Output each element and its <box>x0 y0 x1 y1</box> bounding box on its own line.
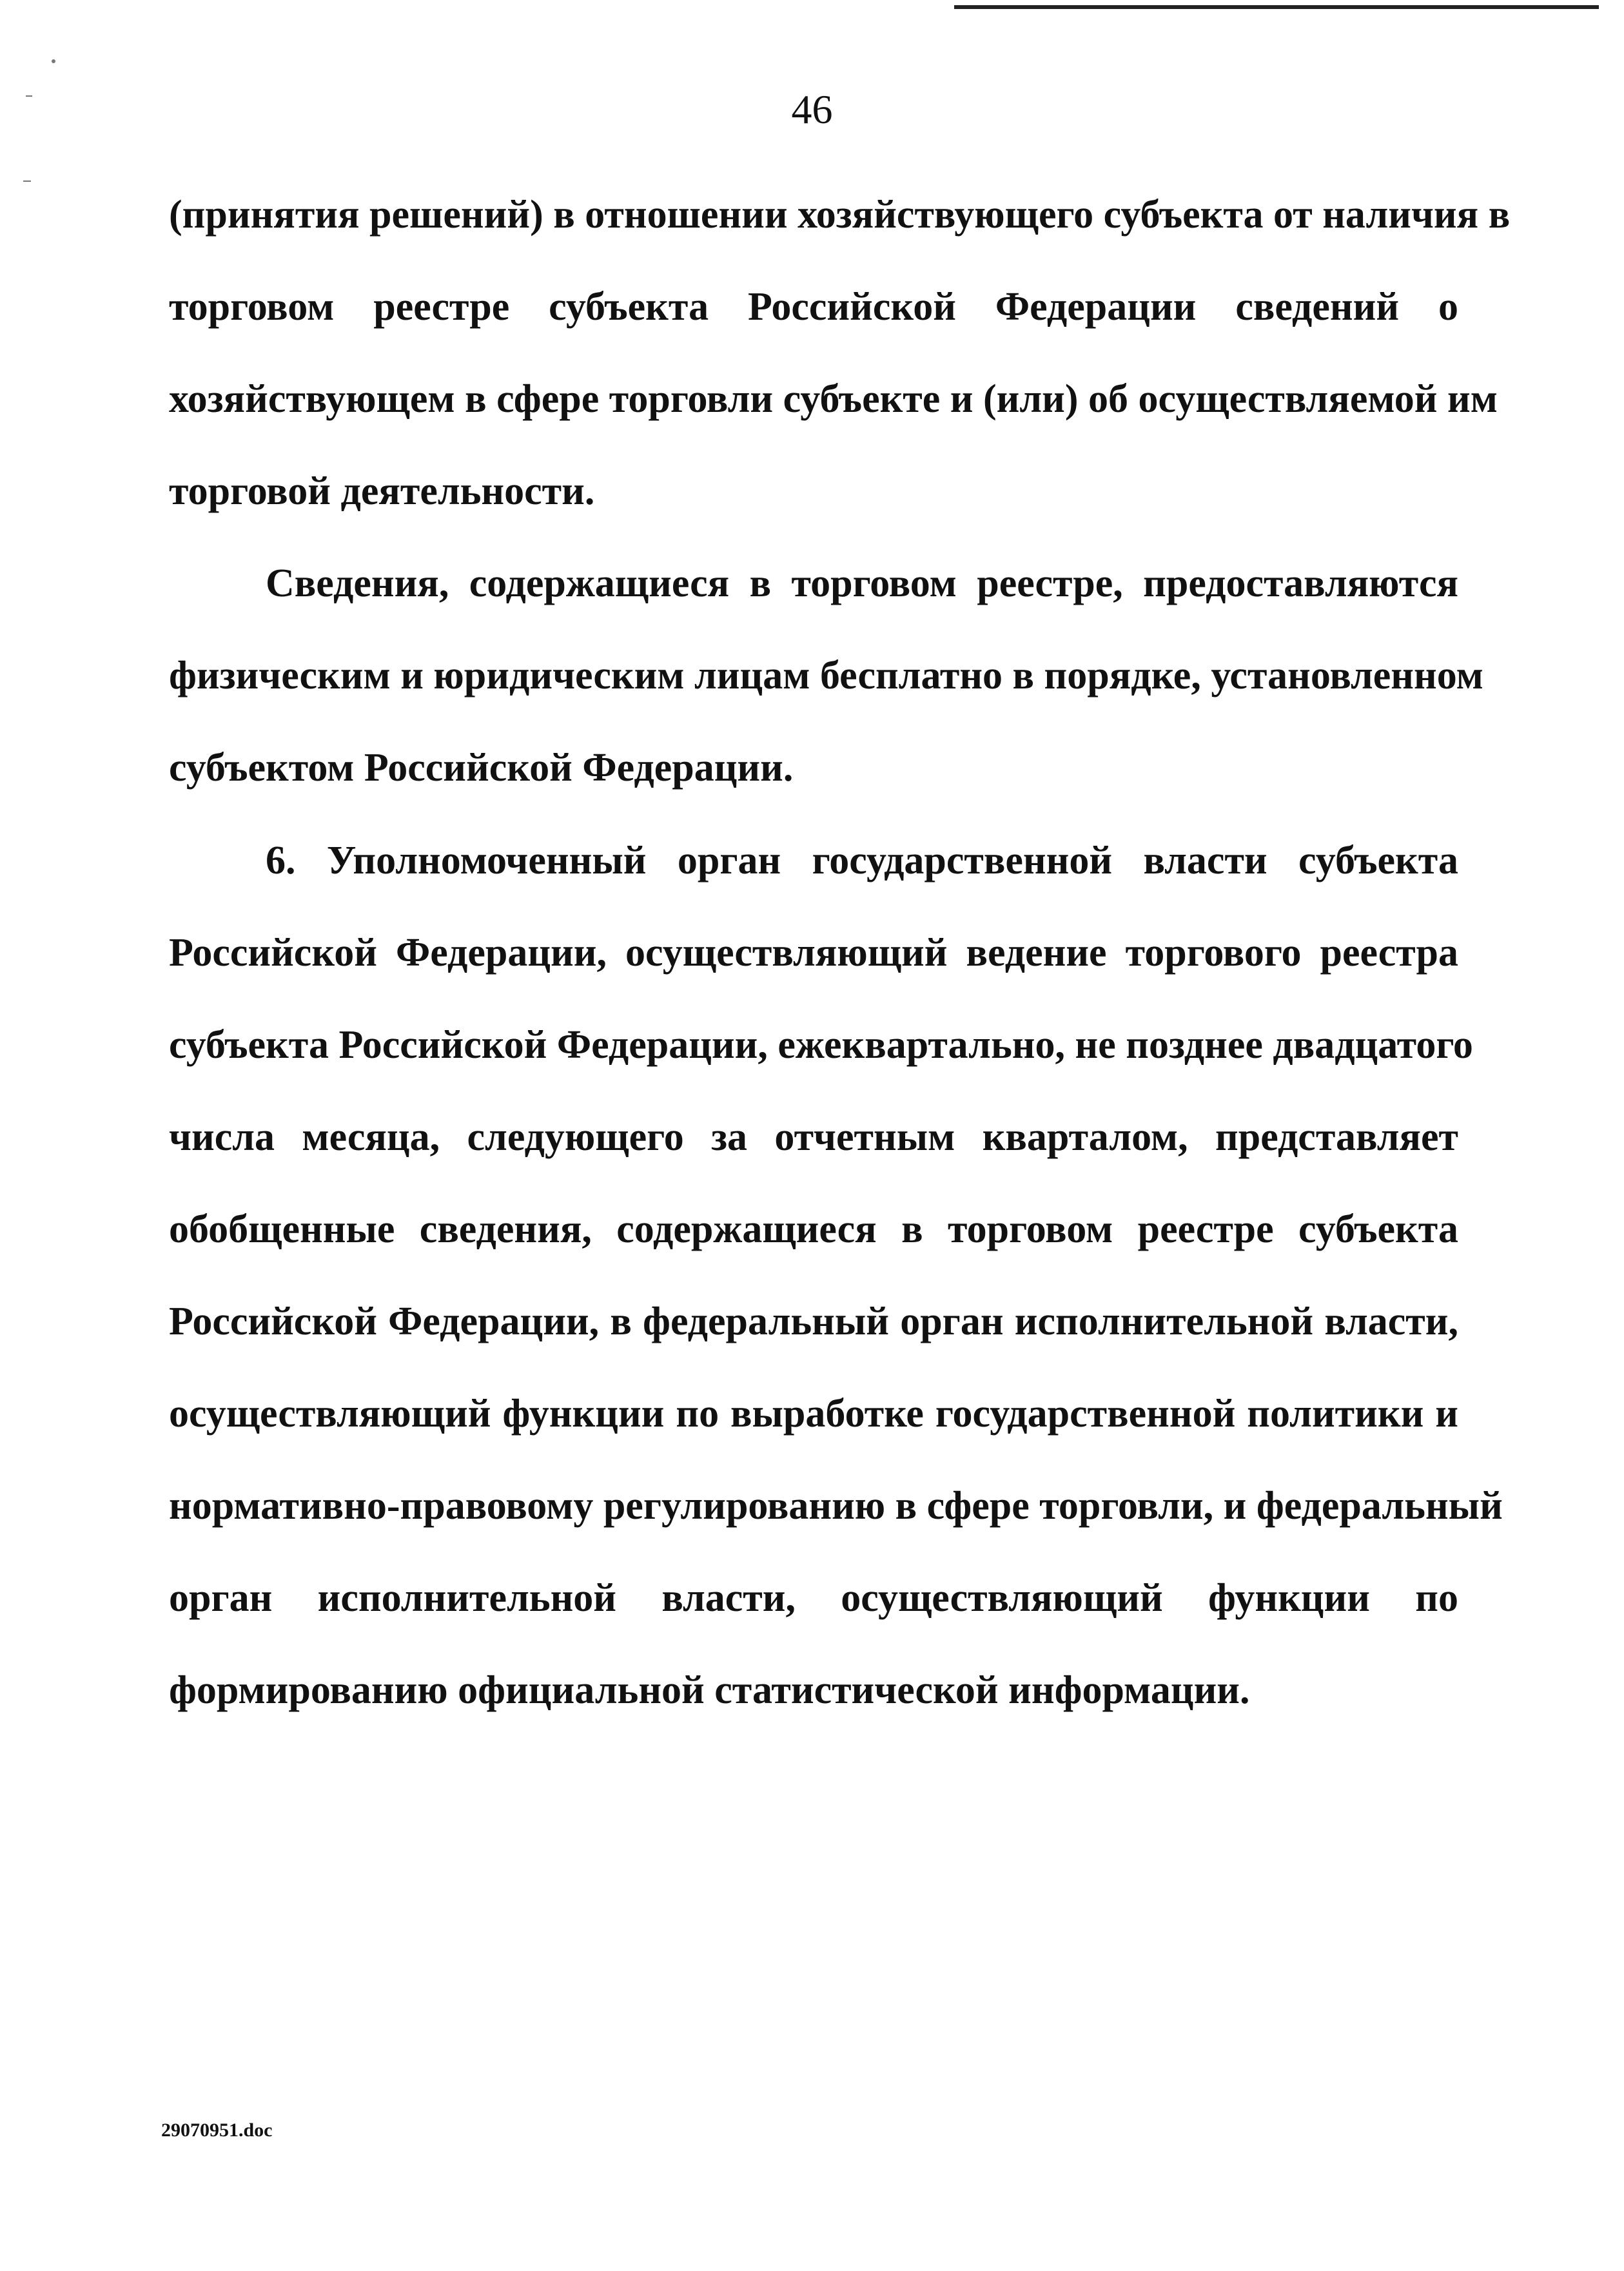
text-line: орган исполнительной власти, осуществляющий функции по <box>169 1576 1458 1620</box>
text-line: формированию официальной статистической информации. <box>169 1668 1250 1712</box>
text-line: нормативно-правовому регулированию в сфере торговли, и федеральный <box>169 1484 1503 1528</box>
text-line: Сведения, содержащиеся в торговом реестре, предоставляются <box>266 561 1458 605</box>
text-line: хозяйствующем в сфере торговли субъекте и (или) об осуществляемой им <box>169 377 1498 421</box>
text-line: торговой деятельности. <box>169 469 595 513</box>
paragraph-3 <box>169 815 1503 1737</box>
scan-dot-mark <box>52 59 55 63</box>
scan-dash-mark <box>23 180 31 182</box>
text-line: Российской Федерации, осуществляющий ведение торгового реестра <box>169 931 1458 975</box>
text-line: физическим и юридическим лицам бесплатно в порядке, установленном <box>169 654 1483 697</box>
text-line: субъектом Российской Федерации. <box>169 746 794 790</box>
text-line: 6. Уполномоченный орган государственной власти субъекта <box>266 839 1458 882</box>
document-filename: 29070951.doc <box>161 2120 273 2141</box>
text-line: Российской Федерации, в федеральный орган исполнительной власти, <box>169 1300 1458 1343</box>
text-line: обобщенные сведения, содержащиеся в торговом реестре субъекта <box>169 1207 1458 1251</box>
text-line: субъекта Российской Федерации, ежеквартально, не позднее двадцатого <box>169 1023 1473 1067</box>
page-number: 46 <box>791 86 833 132</box>
scan-top-rule <box>954 5 1599 9</box>
text-line: осуществляющий функции по выработке государственной политики и <box>169 1392 1458 1436</box>
text-line: числа месяца, следующего за отчетным кварталом, представляет <box>169 1115 1458 1159</box>
paragraph-1 <box>169 169 1511 538</box>
text-line: (принятия решений) в отношении хозяйствующего субъекта от наличия в <box>169 193 1511 237</box>
text-line: торговом реестре субъекта Российской Федерации сведений о <box>169 285 1458 329</box>
paragraph-2 <box>169 538 1483 814</box>
